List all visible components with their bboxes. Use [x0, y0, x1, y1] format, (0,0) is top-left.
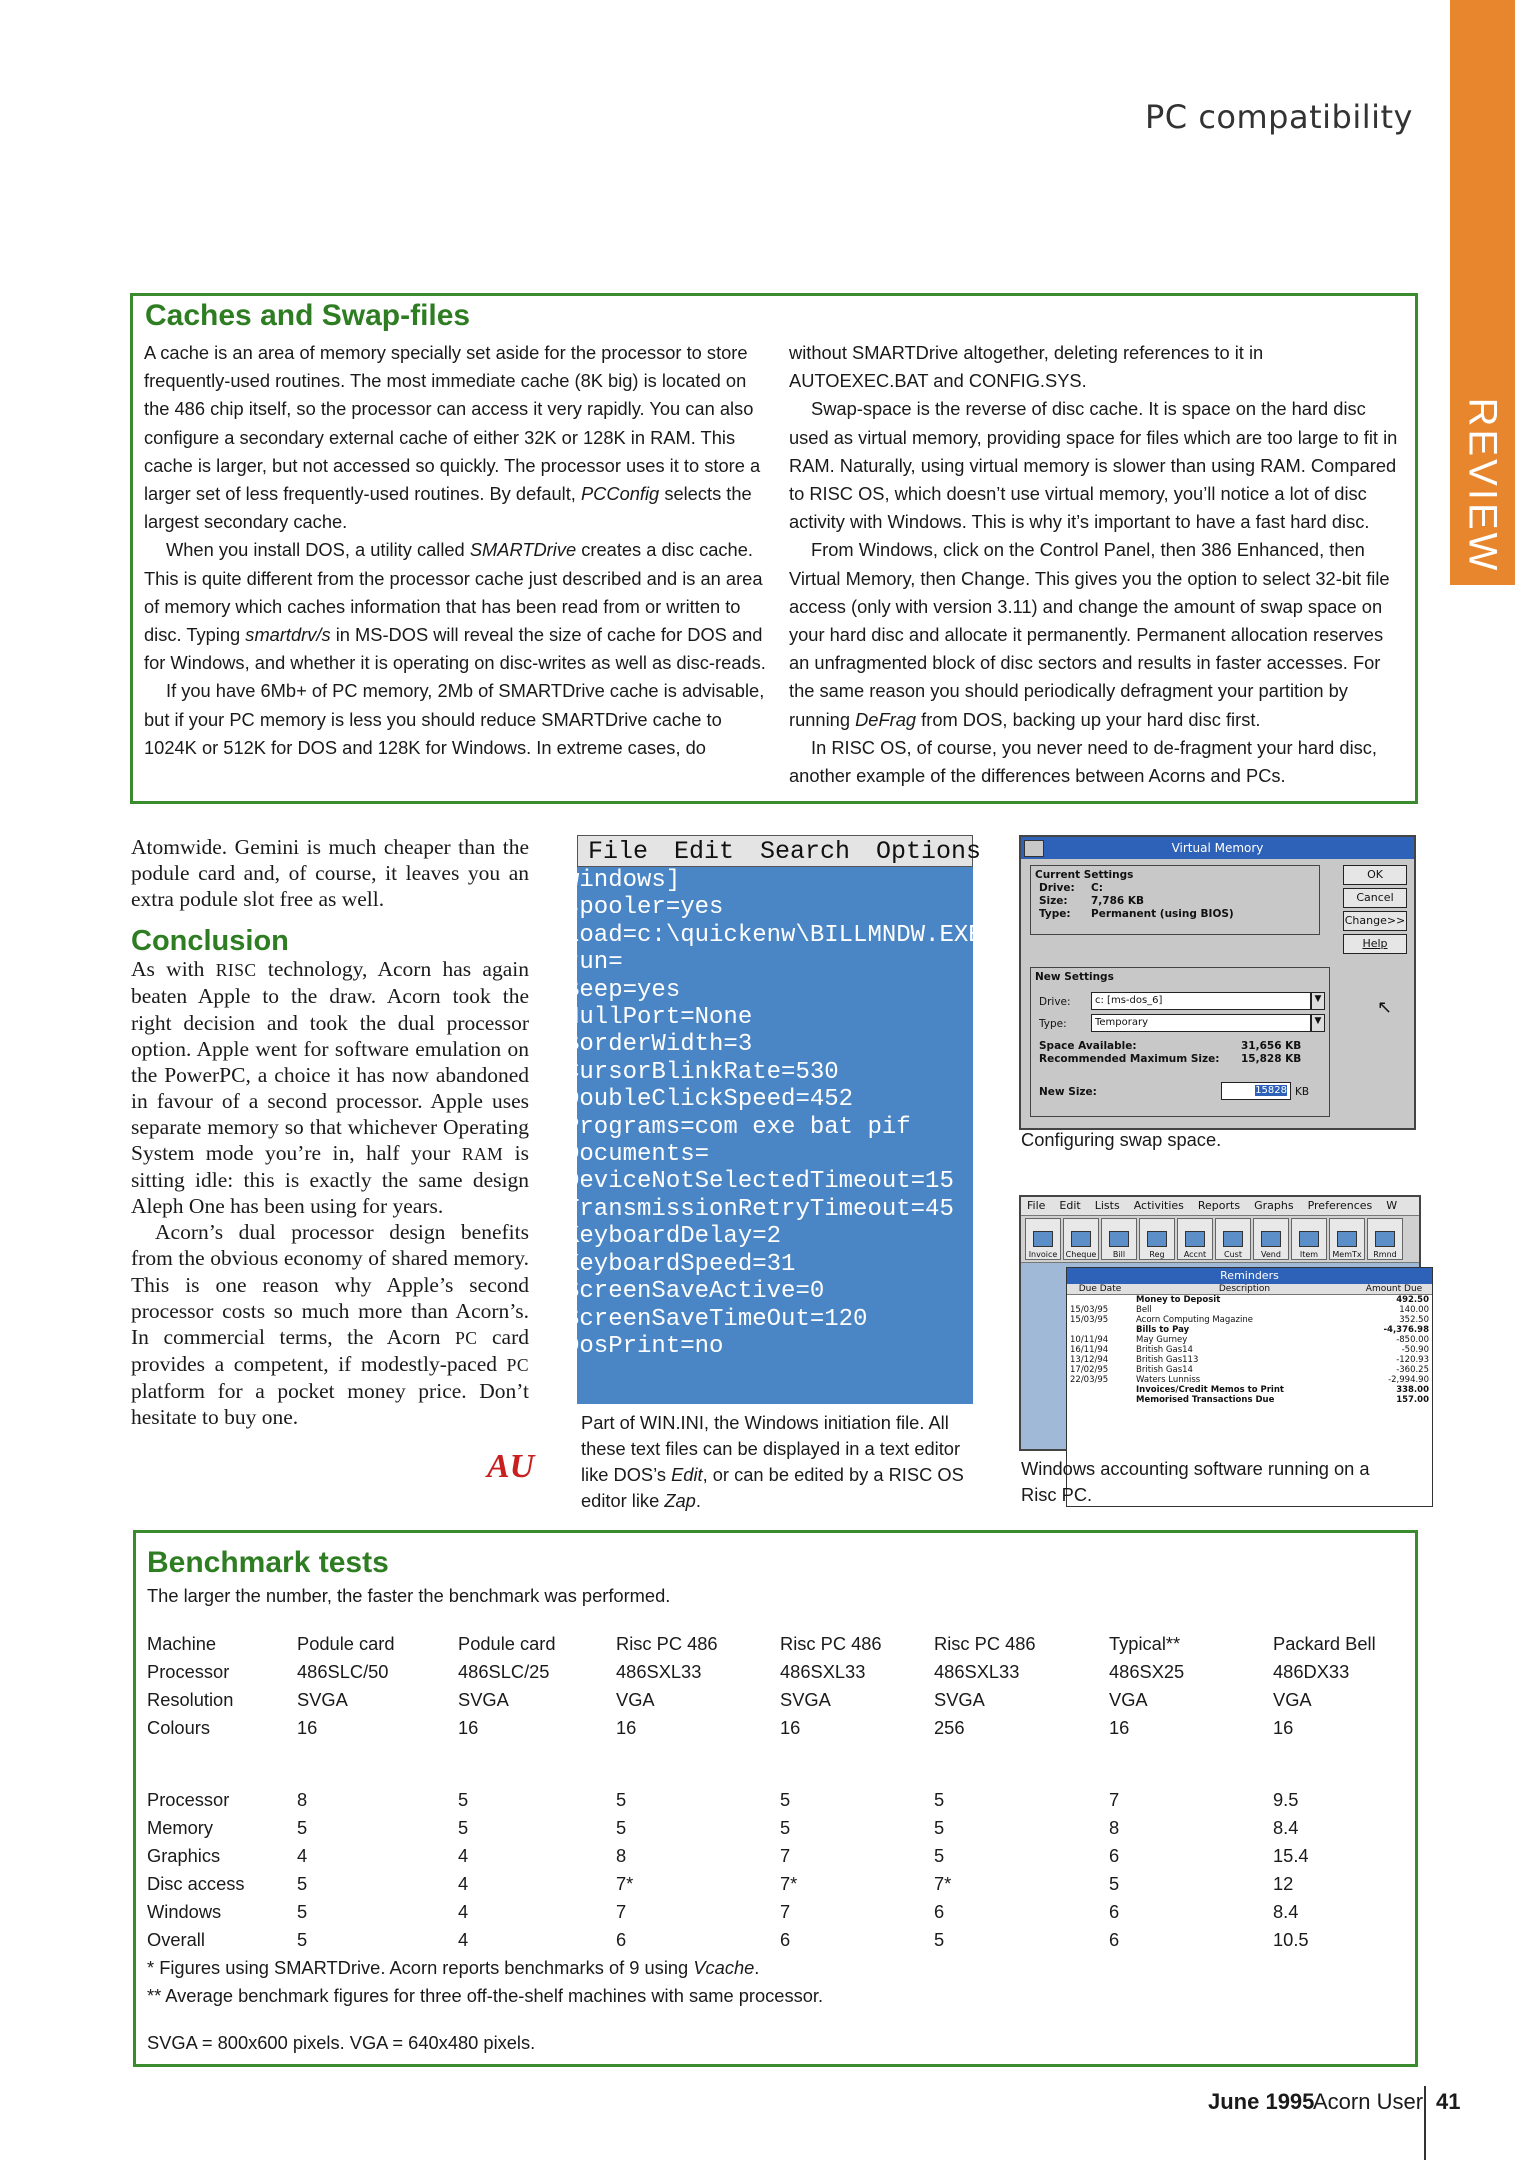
- new-size-input[interactable]: [1221, 1082, 1291, 1100]
- benchmark-score: 7: [780, 1845, 791, 1866]
- machine-processor: 486SXL33: [934, 1661, 1020, 1682]
- reminder-row[interactable]: [1067, 1385, 1432, 1395]
- reminder-row[interactable]: [1067, 1345, 1432, 1355]
- benchmark-score: 5: [458, 1789, 469, 1810]
- toolbar-accnt-button[interactable]: Accnt: [1177, 1218, 1213, 1260]
- benchmark-score: 10.5: [1273, 1929, 1309, 1950]
- caches-para-7: In RISC OS, of course, you never need to de-fragment your hard disc, another example of the differences between Acorns and PCs.: [789, 736, 1377, 787]
- conclusion-para-2: Acorn’s dual processor design benefits from the obvious economy of shared memory. This is one reason why Apple’s second processor costs so much more than Acorn’s. In commercial terms, the Acorn PC card provides a competent, if modestly-paced PC platform for a pocket money price. Don’t hesitate to buy one.: [131, 1220, 530, 1429]
- reminder-date: 15/03/95: [1070, 1315, 1109, 1325]
- menu-file[interactable]: File: [1027, 1199, 1046, 1212]
- dos-editor-text[interactable]: [565, 867, 983, 1404]
- vm-title: Virtual Memory: [1171, 841, 1264, 855]
- new-size-value: 15828: [1255, 1085, 1287, 1096]
- drive-select[interactable]: [1091, 992, 1311, 1010]
- conclusion-para-1: As with RISC technology, Acorn has again beaten Apple to the draw. Acorn took the right decision and took the dual processor option. Apple went for software emulation on the PowerPC, a choice it has now abandoned in favour of a second processor. Apple uses separate memory so that whichever Operating System mode you’re in, half your RAM is sitting idle: this is exactly the same design Aleph One has been using for years.: [131, 957, 529, 1219]
- dos-menu-edit[interactable]: Edit: [674, 836, 735, 866]
- accounting-toolbar: [1021, 1216, 1419, 1263]
- benchmark-score: 7*: [780, 1873, 798, 1894]
- reminder-row[interactable]: [1067, 1375, 1432, 1385]
- new-settings-group: [1030, 967, 1330, 1117]
- ini-line: CursorBlinkRate=530: [565, 1058, 839, 1086]
- spec-row-label: Machine: [147, 1633, 217, 1654]
- benchmark-score: 8: [1109, 1817, 1120, 1838]
- current-settings-label: Current Settings: [1035, 869, 1134, 881]
- footer-date: June 1995: [1208, 2089, 1315, 2114]
- caches-right-column: [789, 339, 1399, 790]
- space-available-value: 31,656 KB: [1241, 1040, 1302, 1052]
- benchmark-score: 6: [780, 1929, 791, 1950]
- accounting-window: [1019, 1195, 1429, 1451]
- help-button[interactable]: Help: [1343, 934, 1407, 954]
- item-icon: [1299, 1231, 1319, 1247]
- ini-line: DoubleClickSpeed=452: [565, 1086, 854, 1114]
- ini-line: KeyboardDelay=2: [565, 1223, 782, 1251]
- reminder-description: British Gas14: [1136, 1345, 1193, 1355]
- score-row-label: Windows: [147, 1901, 222, 1922]
- reminder-amount: -850.00: [1396, 1335, 1429, 1345]
- ini-line: DosPrint=no: [565, 1332, 724, 1360]
- ini-line: Documents=: [565, 1141, 710, 1169]
- score-row-label: Processor: [147, 1789, 230, 1810]
- machine-processor: 486SLC/50: [297, 1661, 389, 1682]
- recommended-size-label: Recommended Maximum Size:: [1039, 1053, 1220, 1065]
- spec-row-label: Colours: [147, 1717, 210, 1738]
- reminder-row[interactable]: [1067, 1295, 1432, 1306]
- reminder-description: British Gas113: [1136, 1355, 1199, 1365]
- reminder-row[interactable]: [1067, 1335, 1432, 1345]
- size-value: 7,786 KB: [1091, 895, 1145, 907]
- benchmark-score: 6: [1109, 1929, 1120, 1950]
- vm-title-bar: [1021, 837, 1414, 859]
- new-settings-label: New Settings: [1035, 971, 1114, 983]
- reminders-rows: [1067, 1295, 1432, 1406]
- new-type-label: Type:: [1039, 1018, 1067, 1030]
- score-row-label: Memory: [147, 1817, 214, 1838]
- new-size-label: New Size:: [1039, 1086, 1097, 1098]
- cheque-icon: [1071, 1231, 1091, 1247]
- dos-menu-search[interactable]: Search: [760, 836, 851, 866]
- machine-machine: Risc PC 486: [934, 1633, 1036, 1654]
- vendor-icon: [1261, 1231, 1281, 1247]
- benchmark-score: 8: [616, 1845, 627, 1866]
- menu-lists[interactable]: Lists: [1094, 1199, 1120, 1212]
- drive-dropdown-icon[interactable]: ▼: [1311, 992, 1325, 1010]
- menu-edit[interactable]: Edit: [1059, 1199, 1081, 1212]
- toolbar-item-button[interactable]: Item: [1291, 1218, 1327, 1260]
- dos-menu-options[interactable]: Options: [876, 836, 982, 866]
- benchmark-score: 5: [934, 1845, 945, 1866]
- menu-preferences[interactable]: Preferences: [1307, 1199, 1373, 1212]
- reminder-date: [1067, 1295, 1133, 1306]
- machine-machine: Risc PC 486: [780, 1633, 882, 1654]
- benchmark-score: 6: [1109, 1901, 1120, 1922]
- mouse-pointer-icon: ↖: [1377, 997, 1393, 1018]
- toolbar-vend-button[interactable]: Vend: [1253, 1218, 1289, 1260]
- vm-caption: Configuring swap space.: [1021, 1129, 1222, 1150]
- ini-line: ScreenSaveActive=0: [565, 1278, 825, 1306]
- caches-para-2: When you install DOS, a utility called SMARTDrive creates a disc cache. This is quite different from the processor cache just described and is an area of memory which caches information that has been read from or written to disc. Typing smartdrv/s in MS-DOS will reveal the size of cache for DOS and for Windows, and whether it is operating on disc-writes as well as disc-reads.: [144, 539, 766, 674]
- reminder-amount: -50.90: [1401, 1345, 1429, 1355]
- benchmark-score: 7: [780, 1901, 791, 1922]
- reminder-amount: 157.00: [1396, 1395, 1429, 1405]
- benchmark-score: 7: [1109, 1789, 1120, 1810]
- benchmark-box: [133, 1530, 1418, 2067]
- machine-colours: 16: [297, 1717, 318, 1738]
- type-dropdown-icon[interactable]: ▼: [1311, 1014, 1325, 1032]
- benchmark-subtitle: The larger the number, the faster the benchmark was performed.: [147, 1585, 671, 1606]
- memorised-transaction-icon: [1337, 1231, 1357, 1247]
- reminder-description: Bills to Pay: [1136, 1325, 1190, 1335]
- benchmark-score: 5: [297, 1901, 308, 1922]
- benchmark-score: 12: [1273, 1873, 1294, 1894]
- benchmark-score: 5: [1109, 1873, 1120, 1894]
- change-button[interactable]: Change>>: [1343, 911, 1407, 931]
- reminders-title: Reminders: [1067, 1268, 1432, 1284]
- benchmark-score: 8.4: [1273, 1901, 1299, 1922]
- benchmark-score: 7: [616, 1901, 627, 1922]
- ini-line: DeviceNotSelectedTimeout=15: [565, 1168, 954, 1196]
- col-due-date: Due Date: [1067, 1284, 1133, 1295]
- menu-reports[interactable]: Reports: [1197, 1199, 1241, 1212]
- footer-page-number: 41: [1436, 2089, 1461, 2114]
- machine-colours: 16: [1109, 1717, 1130, 1738]
- size-label: Size:: [1039, 895, 1068, 907]
- toolbar-bill-button[interactable]: Bill: [1101, 1218, 1137, 1260]
- machine-colours: 16: [458, 1717, 479, 1738]
- caches-para-3: If you have 6Mb+ of PC memory, 2Mb of SMARTDrive cache is advisable, but if your PC memory is less you should reduce SMARTDrive cache to 1024K or 512K for DOS and 128K for Windows. In extreme cases, do: [144, 680, 765, 758]
- account-icon: [1185, 1231, 1205, 1247]
- col-description: Description: [1133, 1284, 1356, 1295]
- caches-para-1: A cache is an area of memory specially set aside for the processor to store frequently-used routines. The most immediate cache (8K big) is located on the 486 chip itself, so the processor can access it very rapidly. You can also configure a secondary external cache of either 32K or 128K in RAM. This cache is larger, but not accessed so quickly. The processor uses it to store a larger set of less frequently-used routines. By default, PCConfig selects the largest secondary cache.: [144, 342, 761, 533]
- reminder-date: 16/11/94: [1070, 1345, 1109, 1355]
- machine-resolution: SVGA: [934, 1689, 985, 1710]
- register-icon: [1147, 1231, 1167, 1247]
- ini-line: Programs=com exe bat pif: [565, 1113, 911, 1141]
- space-available-label: Space Available:: [1039, 1040, 1137, 1052]
- review-tab-label: REVIEW: [1460, 397, 1505, 573]
- machine-machine: Typical**: [1109, 1633, 1181, 1654]
- spec-row-label: Processor: [147, 1661, 230, 1682]
- footer-divider: [1424, 2086, 1426, 2160]
- acorn-user-logo: AU: [487, 1448, 535, 1485]
- machine-colours: 256: [934, 1717, 965, 1738]
- benchmark-score: 4: [458, 1901, 469, 1922]
- reminder-date: 10/11/94: [1070, 1335, 1109, 1345]
- reminder-row[interactable]: [1067, 1315, 1432, 1325]
- benchmark-score: 6: [1109, 1845, 1120, 1866]
- benchmark-score: 5: [616, 1817, 627, 1838]
- type-value: Permanent (using BIOS): [1091, 908, 1234, 920]
- benchmark-score: 4: [297, 1845, 308, 1866]
- benchmark-score: 15.4: [1273, 1845, 1309, 1866]
- machine-machine: Podule card: [458, 1633, 556, 1654]
- score-row-label: Disc access: [147, 1873, 245, 1894]
- machine-machine: Podule card: [297, 1633, 395, 1654]
- reminder-amount: -4,376.98: [1383, 1325, 1429, 1335]
- benchmark-score: 5: [934, 1817, 945, 1838]
- benchmark-score: 6: [616, 1929, 627, 1950]
- machine-machine: Risc PC 486: [616, 1633, 718, 1654]
- caches-box: [130, 293, 1418, 804]
- type-label: Type:: [1039, 908, 1071, 920]
- benchmark-score: 6: [934, 1901, 945, 1922]
- benchmark-score: 5: [934, 1789, 945, 1810]
- benchmark-title: Benchmark tests: [147, 1546, 389, 1579]
- reminder-description: Acorn Computing Magazine: [1136, 1315, 1253, 1325]
- footer-magazine: Acorn User: [1313, 2089, 1424, 2114]
- col-amount-due: Amount Due: [1356, 1284, 1432, 1295]
- machine-processor: 486SXL33: [616, 1661, 702, 1682]
- dos-menu-file[interactable]: File: [588, 836, 649, 866]
- reminder-amount: -360.25: [1396, 1365, 1429, 1375]
- reminder-amount: 492.50: [1396, 1295, 1429, 1305]
- virtual-memory-dialog: [1019, 835, 1416, 1130]
- reminder-row[interactable]: [1067, 1395, 1432, 1405]
- ini-line: windows]: [565, 867, 681, 894]
- reminder-description: May Gurney: [1136, 1335, 1188, 1345]
- ini-line: ScreenSaveTimeOut=120: [565, 1305, 868, 1333]
- toolbar-reg-button[interactable]: Reg: [1139, 1218, 1175, 1260]
- benchmark-score: 4: [458, 1845, 469, 1866]
- reminder-row[interactable]: [1067, 1305, 1432, 1315]
- benchmark-score: 9.5: [1273, 1789, 1299, 1810]
- benchmark-score: 5: [458, 1817, 469, 1838]
- article-column: [131, 834, 529, 1430]
- toolbar-invoice-button[interactable]: Invoice: [1025, 1218, 1061, 1260]
- reminder-amount: -2,994.90: [1388, 1375, 1429, 1385]
- recommended-size-value: 15,828 KB: [1241, 1053, 1302, 1065]
- benchmark-score: 7*: [934, 1873, 952, 1894]
- reminder-description: Bell: [1136, 1305, 1152, 1315]
- menu-window[interactable]: W: [1386, 1199, 1398, 1212]
- article-intro: Atomwide. Gemini is much cheaper than the podule card and, of course, it leaves you an extra podule slot free as well.: [131, 835, 529, 912]
- benchmark-note-2: ** Average benchmark figures for three off-the-shelf machines with same processor.: [147, 1985, 824, 2006]
- machine-processor: 486SLC/25: [458, 1661, 550, 1682]
- dos-menu-bar: [577, 835, 982, 867]
- machine-resolution: VGA: [616, 1689, 655, 1710]
- benchmark-score: 8: [297, 1789, 308, 1810]
- benchmark-score: 5: [780, 1789, 791, 1810]
- dos-caption: Part of WIN.INI, the Windows initiation file. All these text files can be displayed in a text editor like DOS’s Edit, or can be edited by a RISC OS editor like Zap.: [581, 1412, 964, 1511]
- benchmark-score: 5: [297, 1929, 308, 1950]
- machine-resolution: VGA: [1109, 1689, 1148, 1710]
- reminder-amount: 140.00: [1399, 1305, 1429, 1315]
- machine-resolution: SVGA: [780, 1689, 831, 1710]
- spec-row-label: Resolution: [147, 1689, 234, 1710]
- caches-title: Caches and Swap-files: [145, 299, 471, 332]
- machine-processor: 486SXL33: [780, 1661, 866, 1682]
- ini-line: BorderWidth=3: [565, 1031, 753, 1059]
- ini-line: spooler=yes: [565, 894, 724, 922]
- reminders-table: [1067, 1284, 1432, 1405]
- reminder-description: Money to Deposit: [1136, 1295, 1221, 1305]
- machine-colours: 16: [616, 1717, 637, 1738]
- toolbar-rmnd-button[interactable]: Rmnd: [1367, 1218, 1403, 1260]
- caches-left-column: [144, 339, 769, 762]
- caches-para-5: Swap-space is the reverse of disc cache. It is space on the hard disc used as virtual memory, providing space for files which are too large to fit in RAM. Naturally, using virtual memory is slower than using RAM. Compared to RISC OS, which doesn’t use virtual memory, you’ll notice a lot of disc activity with Windows. This is why it’s important to have a fast hard disc.: [789, 398, 1398, 533]
- ini-line: run=: [565, 949, 623, 977]
- score-row-label: Graphics: [147, 1845, 221, 1866]
- toolbar-memtx-button[interactable]: MemTx: [1329, 1218, 1365, 1260]
- drive-label: Drive:: [1039, 882, 1075, 894]
- type-select[interactable]: [1091, 1014, 1311, 1032]
- reminder-description: Memorised Transactions Due: [1136, 1395, 1275, 1405]
- toolbar-cheque-button[interactable]: Cheque: [1063, 1218, 1099, 1260]
- new-size-unit: KB: [1295, 1086, 1310, 1098]
- machine-resolution: SVGA: [458, 1689, 509, 1710]
- system-menu-icon[interactable]: [1024, 840, 1044, 857]
- customer-icon: [1223, 1231, 1243, 1247]
- cancel-button[interactable]: Cancel: [1343, 888, 1407, 908]
- reminder-description: British Gas14: [1136, 1365, 1193, 1375]
- reminder-date: [1067, 1395, 1133, 1405]
- machine-processor: 486SX25: [1109, 1661, 1185, 1682]
- reminder-date: 17/02/95: [1070, 1365, 1109, 1375]
- reminder-date: 22/03/95: [1070, 1375, 1109, 1385]
- conclusion-heading: Conclusion: [131, 925, 289, 958]
- toolbar-cust-button[interactable]: Cust: [1215, 1218, 1251, 1260]
- benchmark-score: 5: [616, 1789, 627, 1810]
- reminder-description: Waters Lunniss: [1136, 1375, 1201, 1385]
- new-drive-label: Drive:: [1039, 996, 1071, 1008]
- machine-machine: Packard Bell: [1273, 1633, 1376, 1654]
- caches-para-4: without SMARTDrive altogether, deleting references to it in AUTOEXEC.BAT and CONFIG.SYS.: [789, 342, 1264, 392]
- reminder-amount: 338.00: [1396, 1385, 1429, 1395]
- ini-line: Beep=yes: [565, 976, 681, 1004]
- reminder-row[interactable]: [1067, 1325, 1432, 1335]
- bill-icon: [1109, 1231, 1129, 1247]
- benchmark-score: 4: [458, 1929, 469, 1950]
- benchmark-note-1: * Figures using SMARTDrive. Acorn reports benchmarks of 9 using Vcache.: [147, 1957, 760, 1978]
- drive-value: C:: [1091, 882, 1103, 894]
- current-settings-group: [1030, 865, 1320, 935]
- type-select-value: Temporary: [1095, 1017, 1149, 1028]
- ini-line: NullPort=None: [565, 1004, 753, 1032]
- section-title: PC compatibility: [1145, 98, 1413, 136]
- reminder-amount: -120.93: [1396, 1355, 1429, 1365]
- drive-select-value: c: [ms-dos_6]: [1095, 995, 1163, 1006]
- reminder-row[interactable]: [1067, 1355, 1432, 1365]
- menu-activities[interactable]: Activities: [1133, 1199, 1184, 1212]
- machine-resolution: VGA: [1273, 1689, 1312, 1710]
- invoice-icon: [1033, 1231, 1053, 1247]
- benchmark-score: 4: [458, 1873, 469, 1894]
- reminder-description: Invoices/Credit Memos to Print: [1136, 1385, 1284, 1395]
- reminder-date: [1067, 1325, 1133, 1335]
- ok-button[interactable]: OK: [1343, 865, 1407, 885]
- reminder-date: [1067, 1385, 1133, 1395]
- machine-colours: 16: [1273, 1717, 1294, 1738]
- machine-resolution: SVGA: [297, 1689, 348, 1710]
- benchmark-score: 8.4: [1273, 1817, 1299, 1838]
- reminder-icon: [1375, 1231, 1395, 1247]
- benchmark-note-3: SVGA = 800x600 pixels. VGA = 640x480 pixels.: [147, 2032, 536, 2053]
- benchmark-score: 5: [297, 1873, 308, 1894]
- benchmark-score: 5: [780, 1817, 791, 1838]
- ini-line: load=c:\quickenw\BILLMNDW.EXE: [565, 921, 983, 949]
- ini-line: KeyboardSpeed=31: [565, 1250, 796, 1278]
- accounting-caption: Windows accounting software running on a Risc PC.: [1021, 1458, 1370, 1505]
- machine-colours: 16: [780, 1717, 801, 1738]
- reminder-date: 13/12/94: [1070, 1355, 1109, 1365]
- menu-graphs[interactable]: Graphs: [1254, 1199, 1294, 1212]
- score-row-label: Overall: [147, 1929, 205, 1950]
- machine-processor: 486DX33: [1273, 1661, 1350, 1682]
- reminder-row[interactable]: [1067, 1365, 1432, 1375]
- accounting-menu-bar: [1021, 1197, 1419, 1216]
- reminder-amount: 352.50: [1399, 1315, 1429, 1325]
- ini-line: TransmissionRetryTimeout=45: [565, 1195, 954, 1223]
- benchmark-score: 7*: [616, 1873, 634, 1894]
- benchmark-score: 5: [934, 1929, 945, 1950]
- reminder-date: 15/03/95: [1070, 1305, 1109, 1315]
- benchmark-score: 5: [297, 1817, 308, 1838]
- caches-para-6: From Windows, click on the Control Panel, then 386 Enhanced, then Virtual Memory, then Change. This gives you the option to select 32-bit file access (only with version 3.11) and change the amount of swap space on your hard disc and allocate it permanently. Permanent allocation reserves an unfragmented block of disc sectors and results in faster accesses. For the same reason you should periodically defragment your partition by running DeFrag from DOS, backing up your hard disc first.: [789, 539, 1390, 730]
